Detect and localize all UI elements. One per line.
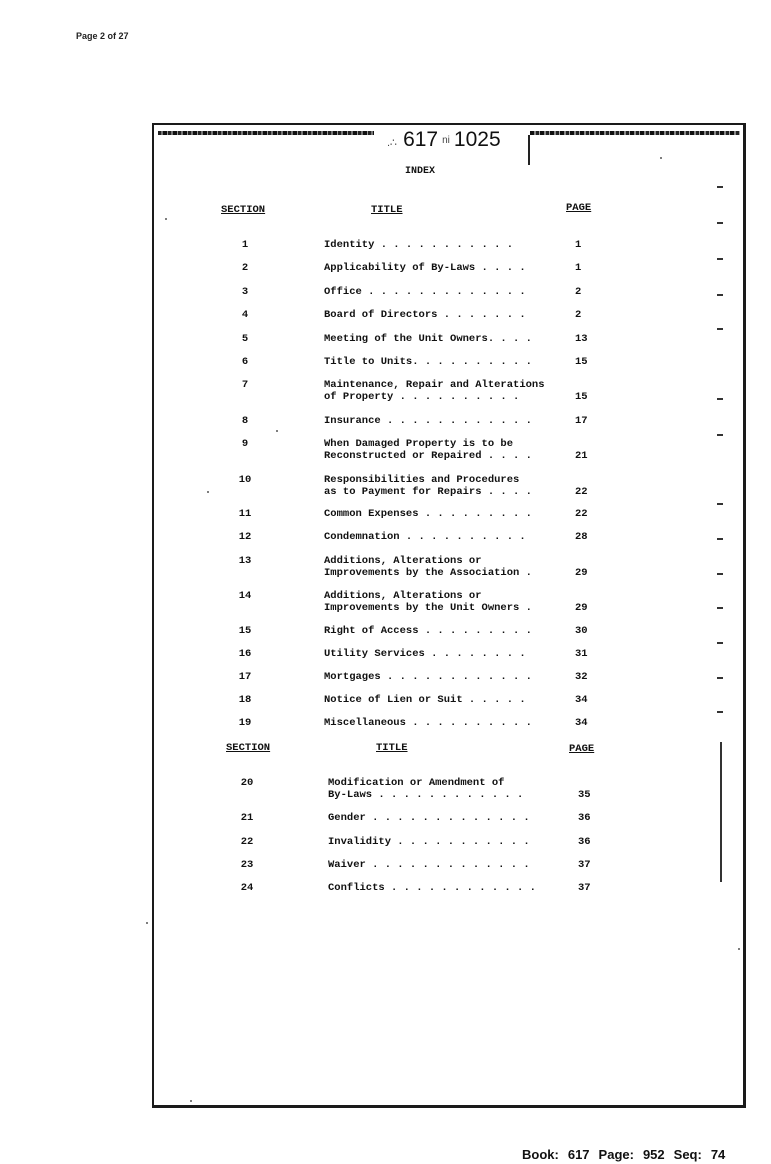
section-title: [324, 531, 572, 543]
page-number: 2: [575, 286, 582, 298]
page-number: 31: [575, 648, 588, 660]
section-title-line: Meeting of the Unit Owners. . . .: [324, 333, 532, 345]
section-title-line: as to Payment for Repairs . . . .: [324, 486, 532, 498]
section-title-line: Modification or Amendment of: [328, 777, 505, 789]
section-number: 1: [241, 239, 249, 251]
index-row: [0, 777, 771, 807]
section-title-line: Maintenance, Repair and Alterations: [324, 379, 545, 391]
page-number: 22: [575, 486, 588, 498]
scan-strip-left: [158, 131, 374, 135]
section-title-line: Notice of Lien or Suit . . . . .: [324, 694, 526, 706]
section-title: [324, 356, 572, 368]
section-title: [324, 286, 572, 298]
stamp-book: 617: [403, 128, 439, 151]
page-number: 30: [575, 625, 588, 637]
section-title: [324, 648, 572, 660]
page-number: 1: [575, 239, 582, 251]
section-title: [324, 333, 572, 345]
section-title-line: Mortgages . . . . . . . . . . . .: [324, 671, 532, 683]
index-row: [0, 555, 771, 585]
section-number: 14: [238, 590, 252, 602]
section-number: 22: [240, 836, 254, 848]
section-title: [324, 508, 572, 520]
footer-book-label: Book:: [522, 1147, 559, 1162]
index-title: INDEX: [405, 166, 436, 177]
index-row: [0, 882, 771, 912]
section-title-line: Board of Directors . . . . . . .: [324, 309, 526, 321]
page-number: 36: [578, 836, 591, 848]
section-title-line: When Damaged Property is to be: [324, 438, 514, 450]
page-number: 35: [578, 789, 591, 801]
section-title: [324, 239, 572, 251]
page-number: 32: [575, 671, 588, 683]
recording-stamp: [387, 128, 501, 152]
page-number: 28: [575, 531, 588, 543]
section-title-line: Waiver . . . . . . . . . . . . .: [328, 859, 530, 871]
section-title-line: of Property . . . . . . . . . .: [324, 391, 520, 403]
section-number: 11: [238, 508, 252, 520]
section-number: 9: [241, 438, 249, 450]
section-title: [328, 836, 576, 848]
page-header: PAGE: [566, 202, 592, 214]
page-number: 17: [575, 415, 588, 427]
page-number: 37: [578, 882, 591, 894]
section-title-line: Invalidity . . . . . . . . . . .: [328, 836, 530, 848]
page-number: 29: [575, 602, 588, 614]
index-row: [0, 474, 771, 504]
section-title: [324, 694, 572, 706]
section-title: [328, 777, 576, 801]
section-title-line: By-Laws . . . . . . . . . . . .: [328, 789, 524, 801]
section-title-line: Identity . . . . . . . . . . .: [324, 239, 514, 251]
scan-strip-right: [530, 131, 740, 135]
footer-seq: 74: [710, 1147, 726, 1162]
page-number: 15: [575, 356, 588, 368]
section-number: 16: [238, 648, 252, 660]
section-title-line: Responsibilities and Procedures: [324, 474, 520, 486]
recording-footer: [522, 1147, 734, 1162]
section-title-line: Right of Access . . . . . . . . .: [324, 625, 532, 637]
section-title-line: Common Expenses . . . . . . . . .: [324, 508, 532, 520]
page-number: 13: [575, 333, 588, 345]
section-title-line: Miscellaneous . . . . . . . . . .: [324, 717, 532, 729]
section-title: [324, 717, 572, 729]
section-number: 13: [238, 555, 252, 567]
page-number: 34: [575, 717, 588, 729]
section-title-line: Gender . . . . . . . . . . . . .: [328, 812, 530, 824]
section-title-line: Title to Units. . . . . . . . . .: [324, 356, 532, 368]
section-title: [328, 812, 576, 824]
section-header-2: SECTION: [226, 742, 271, 754]
section-title-line: Conflicts . . . . . . . . . . . .: [328, 882, 536, 894]
section-header: SECTION: [221, 204, 266, 216]
section-number: 10: [238, 474, 252, 486]
page-number: 1: [575, 262, 582, 274]
index-row: [0, 379, 771, 409]
stamp-separator: ni: [442, 134, 450, 146]
section-title-line: Additions, Alterations or: [324, 555, 482, 567]
section-number: 5: [241, 333, 249, 345]
section-title: [328, 882, 576, 894]
footer-page: 952: [642, 1147, 665, 1162]
section-title-line: Applicability of By-Laws . . . .: [324, 262, 526, 274]
section-number: 2: [241, 262, 249, 274]
page-number: 21: [575, 450, 588, 462]
section-number: 18: [238, 694, 252, 706]
page-number: 22: [575, 508, 588, 520]
section-number: 4: [241, 309, 249, 321]
section-title-line: Insurance . . . . . . . . . . . .: [324, 415, 532, 427]
frame-tick: [528, 135, 530, 165]
section-title-line: Condemnation . . . . . . . . . .: [324, 531, 526, 543]
section-number: 21: [240, 812, 254, 824]
section-number: 7: [241, 379, 249, 391]
section-number: 20: [240, 777, 254, 789]
title-header-2: TITLE: [376, 742, 408, 754]
section-title: [324, 309, 572, 321]
section-number: 6: [241, 356, 249, 368]
footer-seq-label: Seq:: [673, 1147, 702, 1162]
page-number: 15: [575, 391, 588, 403]
footer-page-label: Page:: [598, 1147, 634, 1162]
footer-book: 617: [567, 1147, 590, 1162]
section-title-line: Utility Services . . . . . . . .: [324, 648, 526, 660]
section-title: [324, 415, 572, 427]
page-indicator: Page 2 of 27: [76, 31, 129, 41]
stamp-page: 1025: [453, 128, 501, 151]
title-header: TITLE: [371, 204, 403, 216]
page-number: 2: [575, 309, 582, 321]
section-title: [324, 379, 572, 403]
stamp-prefix: .∴: [387, 137, 398, 149]
section-number: 17: [238, 671, 252, 683]
page-number: 34: [575, 694, 588, 706]
section-number: 19: [238, 717, 252, 729]
section-title: [324, 438, 572, 462]
section-title-line: Improvements by the Association .: [324, 567, 532, 579]
section-title: [324, 625, 572, 637]
section-number: 8: [241, 415, 249, 427]
page-header-2: PAGE: [569, 743, 595, 755]
section-number: 24: [240, 882, 254, 894]
section-title: [324, 555, 572, 579]
page-number: 37: [578, 859, 591, 871]
section-title: [324, 590, 572, 614]
index-row: [0, 590, 771, 620]
page-number: 29: [575, 567, 588, 579]
section-title-line: Improvements by the Unit Owners .: [324, 602, 532, 614]
page-number: 36: [578, 812, 591, 824]
section-title-line: Office . . . . . . . . . . . . .: [324, 286, 526, 298]
index-row: [0, 438, 771, 468]
section-title: [324, 474, 572, 498]
section-title-line: Reconstructed or Repaired . . . .: [324, 450, 532, 462]
section-number: 3: [241, 286, 249, 298]
section-number: 15: [238, 625, 252, 637]
section-title-line: Additions, Alterations or: [324, 590, 482, 602]
section-title: [324, 671, 572, 683]
section-title: [324, 262, 572, 274]
section-number: 23: [240, 859, 254, 871]
section-title: [328, 859, 576, 871]
section-number: 12: [238, 531, 252, 543]
